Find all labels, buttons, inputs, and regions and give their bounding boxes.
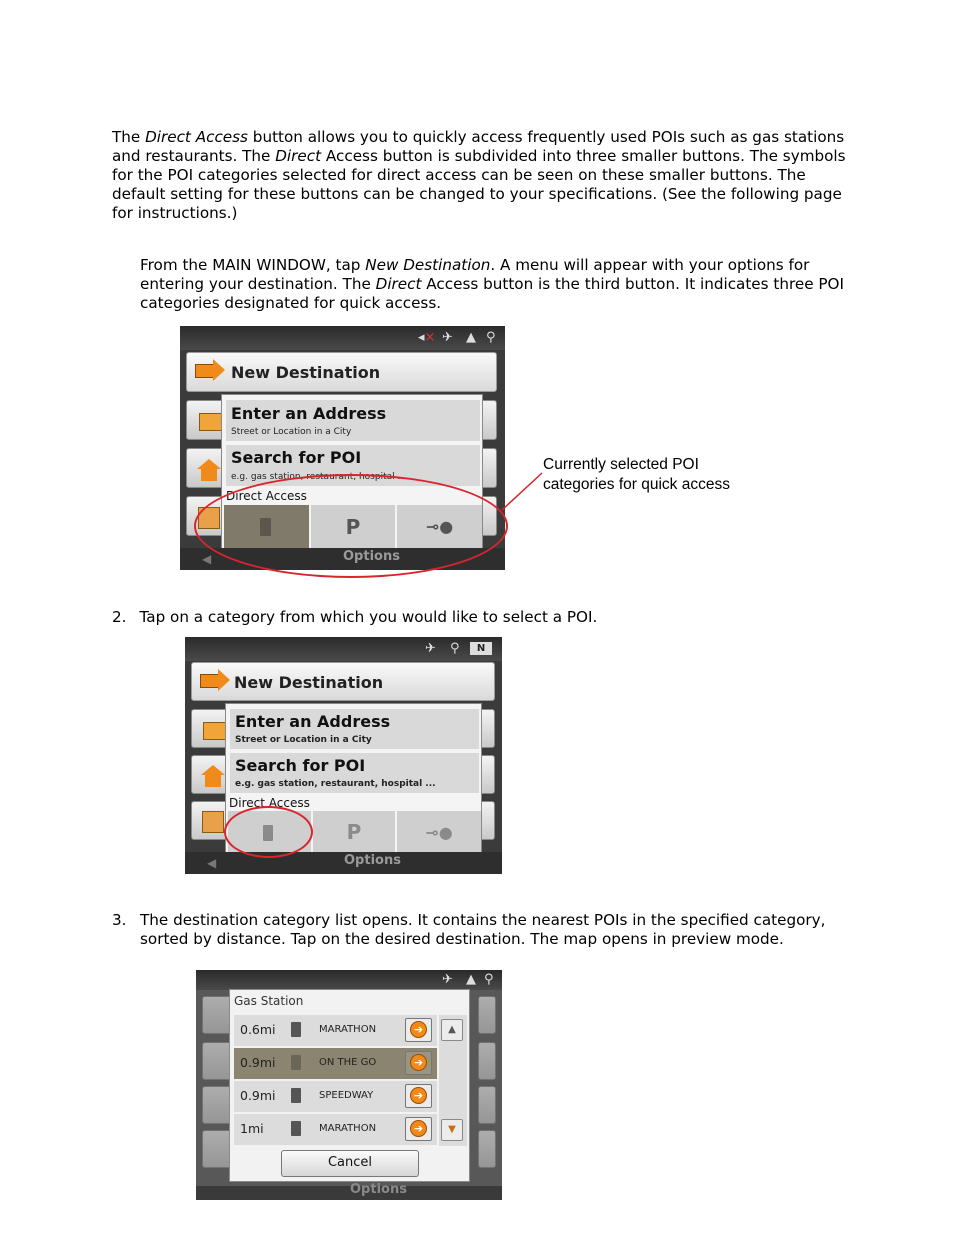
satellite-icon: ✈ bbox=[442, 972, 453, 987]
poi-row[interactable] bbox=[234, 1081, 437, 1112]
direct-access-parking-button[interactable] bbox=[313, 811, 397, 856]
cancel-button[interactable]: Cancel bbox=[281, 1150, 419, 1177]
poi-name: MARATHON bbox=[319, 1024, 377, 1035]
poi-name: ON THE GO bbox=[319, 1057, 377, 1068]
step3-paragraph: 3. The destination category list opens. It contains the nearest POIs in the specified category, sorted by distance. Tap on the desired destination. The map opens in preview mode. bbox=[112, 911, 826, 948]
footer-bar bbox=[196, 1182, 502, 1200]
poi-list-dialog bbox=[229, 989, 470, 1182]
poi-distance: 0.6mi bbox=[240, 1022, 276, 1037]
menu-item-subtitle: e.g. gas station, restaurant, hospital ... bbox=[231, 472, 407, 482]
arrow-right-icon: ➔ bbox=[410, 1054, 427, 1071]
satellite-icon: ✈ bbox=[442, 330, 453, 345]
poi-row-selected[interactable] bbox=[234, 1048, 437, 1079]
right-bg-button-4 bbox=[478, 1130, 496, 1168]
options-label[interactable]: Options bbox=[344, 853, 401, 868]
menu-item-subtitle: Street or Location in a City bbox=[235, 735, 372, 745]
go-button[interactable] bbox=[405, 1018, 432, 1042]
step2-paragraph: 2. Tap on a category from which you would like to select a POI. bbox=[112, 608, 598, 626]
menu-item-subtitle: Street or Location in a City bbox=[231, 427, 352, 437]
parking-icon: P bbox=[345, 515, 361, 539]
screenshot-poi-list bbox=[196, 970, 502, 1200]
header-title: New Destination bbox=[231, 363, 381, 382]
scroll-up-button[interactable]: ▲ bbox=[441, 1019, 463, 1041]
arrow-right-icon: ➔ bbox=[410, 1021, 427, 1038]
arrow-right-icon: ➔ bbox=[410, 1087, 427, 1104]
direct-access-restaurant-button[interactable] bbox=[397, 811, 481, 856]
north-indicator: N bbox=[470, 642, 492, 655]
callout-text: Currently selected POI categories for quick access bbox=[543, 456, 730, 493]
antenna-icon: ⚲ bbox=[484, 972, 494, 987]
status-bar bbox=[185, 637, 502, 661]
antenna-icon: ⚲ bbox=[486, 330, 496, 345]
status-bar bbox=[180, 326, 505, 350]
menu-item-title: Search for POI bbox=[235, 756, 366, 775]
new-destination-header[interactable] bbox=[186, 352, 497, 392]
folder-icon bbox=[203, 722, 227, 740]
menu-item-enter-address[interactable] bbox=[226, 400, 480, 441]
intro-paragraph: The Direct Access button allows you to quickly access frequently used POIs such as gas stations and restaurants. The Direct Access button is subdivided into three smaller buttons. The symbols for the POI categories selected for direct access can be seen on these smaller buttons. The default setting for these buttons can be changed to your specifications. (See the following page for instructions.) bbox=[112, 128, 846, 222]
home-body bbox=[205, 775, 221, 787]
step1-paragraph: From the MAIN WINDOW, tap New Destination. A menu will appear with your options for entering your destination. The Direct Access button is the third button. It indicates three POI categories designated for quick access. bbox=[140, 256, 844, 312]
poi-name: MARATHON bbox=[319, 1123, 377, 1134]
home-icon bbox=[197, 459, 221, 469]
fuel-pump-icon bbox=[291, 1022, 301, 1037]
fuel-pump-icon bbox=[291, 1121, 301, 1136]
warning-icon: ▲ bbox=[466, 972, 476, 987]
folder-icon bbox=[199, 413, 223, 431]
go-button[interactable] bbox=[405, 1051, 432, 1075]
new-destination-header[interactable] bbox=[191, 662, 495, 701]
satellite-icon: ✈ bbox=[425, 641, 436, 656]
callout-leader-line bbox=[500, 470, 545, 515]
go-button[interactable] bbox=[405, 1084, 432, 1108]
direct-access-label: Direct Access bbox=[226, 489, 307, 503]
menu-item-search-poi[interactable] bbox=[230, 753, 479, 793]
restaurant-icon: ⊸● bbox=[425, 823, 453, 842]
scroll-down-button[interactable]: ▼ bbox=[441, 1119, 463, 1141]
right-bg-button-3 bbox=[478, 1086, 496, 1124]
direct-access-label: Direct Access bbox=[229, 796, 310, 810]
poi-row[interactable] bbox=[234, 1114, 437, 1145]
arrow-right-icon: ➔ bbox=[410, 1120, 427, 1137]
back-arrow-icon[interactable]: ◀ bbox=[207, 856, 217, 870]
poi-row[interactable] bbox=[234, 1015, 437, 1046]
antenna-icon: ⚲ bbox=[450, 641, 460, 656]
arrow-head bbox=[218, 669, 230, 691]
arrow-right-icon bbox=[200, 674, 220, 688]
right-bg-button-1 bbox=[478, 996, 496, 1034]
menu-item-title: Enter an Address bbox=[231, 404, 387, 423]
home-body bbox=[201, 469, 217, 481]
fuel-pump-icon bbox=[291, 1088, 301, 1103]
arrow-right-icon bbox=[195, 364, 215, 378]
menu-item-subtitle: e.g. gas station, restaurant, hospital ... bbox=[235, 779, 436, 789]
header-title: New Destination bbox=[234, 673, 384, 692]
options-label[interactable]: Options bbox=[350, 1182, 407, 1197]
go-button[interactable] bbox=[405, 1117, 432, 1141]
options-label[interactable]: Options bbox=[343, 549, 400, 564]
warning-icon: ▲ bbox=[466, 330, 476, 345]
back-arrow-icon[interactable]: ◀ bbox=[202, 552, 212, 566]
right-bg-button-2 bbox=[478, 1042, 496, 1080]
footer-bar bbox=[185, 852, 502, 874]
highlight-ellipse bbox=[194, 474, 508, 578]
fuel-pump-icon bbox=[291, 1055, 301, 1070]
menu-item-enter-address[interactable] bbox=[230, 709, 479, 749]
arrow-head bbox=[213, 359, 225, 381]
home-icon bbox=[201, 765, 225, 775]
poi-distance: 0.9mi bbox=[240, 1088, 276, 1103]
menu-item-title: Enter an Address bbox=[235, 712, 391, 731]
restaurant-icon: ⊸● bbox=[425, 517, 454, 536]
map-icon bbox=[202, 811, 224, 833]
poi-distance: 1mi bbox=[240, 1121, 264, 1136]
highlight-circle bbox=[224, 806, 313, 858]
poi-distance: 0.9mi bbox=[240, 1055, 276, 1070]
mute-icon: ◂× bbox=[418, 330, 436, 345]
poi-list-title: Gas Station bbox=[234, 994, 304, 1008]
status-bar bbox=[196, 970, 502, 990]
poi-name: SPEEDWAY bbox=[319, 1090, 374, 1101]
menu-item-title: Search for POI bbox=[231, 448, 362, 467]
parking-icon: P bbox=[346, 820, 362, 844]
